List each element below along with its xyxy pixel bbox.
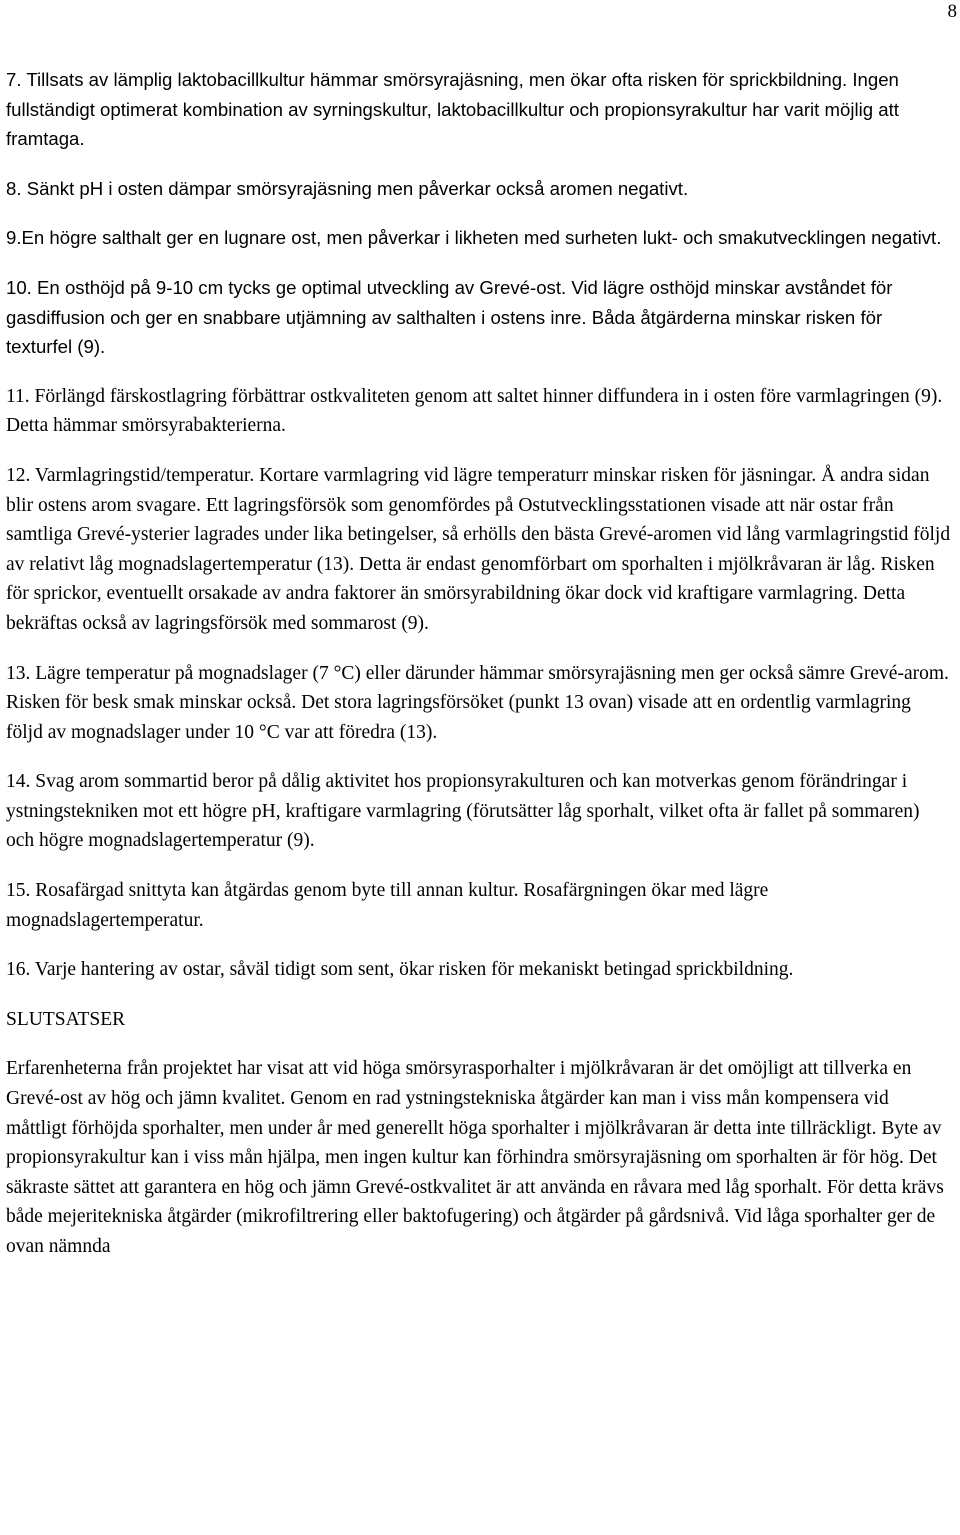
item-number: 10. bbox=[6, 276, 32, 298]
list-item-16 bbox=[6, 955, 952, 985]
list-item-15 bbox=[6, 876, 952, 935]
list-item-14 bbox=[6, 767, 952, 856]
item-number: 13. bbox=[6, 662, 31, 684]
item-text: Rosafärgad snittyta kan åtgärdas genom byte till annan kultur. Rosafärgningen ökar med lägre mognadslagertemperatur. bbox=[6, 880, 769, 931]
item-text: Lägre temperatur på mognadslager (7 °C) eller därunder hämmar smörsyrajäsning men ger också sämre Grevé-arom. Risken för besk smak minskar också. Det stora lagringsförsöket (punkt 13 ovan) visade att en ordentlig varmlagring följd av mognadslager under 10 °C var att föredra (13). bbox=[6, 662, 949, 743]
item-text: Förlängd färskostlagring förbättrar ostkvaliteten genom att saltet hinner diffundera in i osten före varmlagringen (9). Detta hämmar smörsyrabakterierna. bbox=[6, 385, 943, 437]
list-item-8 bbox=[6, 174, 952, 204]
item-number: 11. bbox=[6, 385, 30, 407]
item-text: En högre salthalt ger en lugnare ost, men påverkar i likheten med surheten lukt- och smakutvecklingen negativt. bbox=[21, 227, 942, 249]
list-item-13 bbox=[6, 659, 952, 748]
list-item-11 bbox=[6, 382, 952, 441]
item-text: Varje hantering av ostar, såväl tidigt som sent, ökar risken för mekaniskt betingad sprickbildning. bbox=[34, 959, 794, 981]
item-text: Sänkt pH i osten dämpar smörsyrajäsning men påverkar också aromen negativt. bbox=[26, 177, 689, 199]
item-number: 7. bbox=[6, 69, 22, 90]
list-item-9 bbox=[6, 223, 952, 253]
section-heading: SLUTSATSER bbox=[6, 1008, 126, 1030]
page-number: 8 bbox=[947, 1, 957, 22]
item-number: 8. bbox=[6, 177, 22, 199]
document-body bbox=[6, 65, 952, 1282]
item-text-lead: Varmlagringstid/temperatur. Kortare varmlagring vid lägre temperaturr minskar risken för jäsningar. Å andra sidan blir ostens arom svagare. bbox=[6, 464, 930, 516]
list-item-7 bbox=[6, 65, 952, 154]
item-text: Tillsats av lämplig laktobacillkultur hämmar smörsyrajäsning, men ökar ofta risken för sprickbildning. Ingen fullständigt optimerat kombination av syrningskultur, laktobacillkultur och propionsyrakultur har varit möjlig att framtaga. bbox=[6, 69, 899, 150]
list-item-12 bbox=[6, 461, 952, 639]
item-number: 14. bbox=[6, 771, 31, 793]
item-text: Svag arom sommartid beror på dålig aktivitet hos propionsyrakulturen och kan motverkas genom förändringar i ystningstekniken mot ett högre pH, kraftigare varmlagring (förutsätter låg sporhalt, vilket ofta är fallet på sommaren) och högre mognadslagertemperatur (9). bbox=[6, 771, 920, 852]
item-number: 16. bbox=[6, 959, 31, 981]
item-number: 12. bbox=[6, 464, 31, 486]
item-text: Ett lagringsförsök som genomfördes på Ostutvecklingsstationen visade att när ostar från samtliga Grevé-ysterier lagrades under lika betingelser, så erhölls den bästa Grevé-aromen vid lång varmlagringstid följd av relativt låg mognadslagertemperatur (13). Detta är endast genomförbart om sporhalten i mjölkråvaran är låg. Risken för sprickor, eventuellt orsakade av andra faktorer än smörsyrabildning ökar dock vid kraftigare varmlagring. Detta bekräftas också av lagringsförsök med sommarost (9). bbox=[6, 494, 951, 634]
item-text: En osthöjd på 9-10 cm tycks ge optimal utveckling av Grevé-ost. Vid lägre osthöjd minskar avståndet för gasdiffusion och ger en snabbare utjämning av salthalten i ostens inre. Båda åtgärderna minskar risken för texturfel (9). bbox=[6, 276, 893, 358]
item-number: 15. bbox=[6, 880, 31, 902]
item-number: 9. bbox=[6, 227, 22, 249]
list-item-10 bbox=[6, 273, 952, 362]
conclusions-paragraph: Erfarenheterna från projektet har visat att vid höga smörsyrasporhalter i mjölkråvaran är det omöjligt att tillverka en Grevé-ost av hög och jämn kvalitet. Genom en rad ystningstekniska åtgärder kan man i viss mån kompensera vid måttligt förhöjda sporhalter, men under år med generellt höga sporhalter i mjölkråvaran är detta inte tillräckligt. Byte av propionsyrakultur kan i viss mån hjälpa, men ingen kultur kan förhindra smörsyrajäsning om sporhalten är för hög. Det säkraste sättet att garantera en hög och jämn Grevé-ostkvalitet är att använda en råvara med låg sporhalt. För detta krävs både mejeritekniska åtgärder (mikrofiltrering eller baktofugering) och åtgärder på gårdsnivå. Vid låga sporhalter ger de ovan nämnda bbox=[6, 1058, 944, 1257]
